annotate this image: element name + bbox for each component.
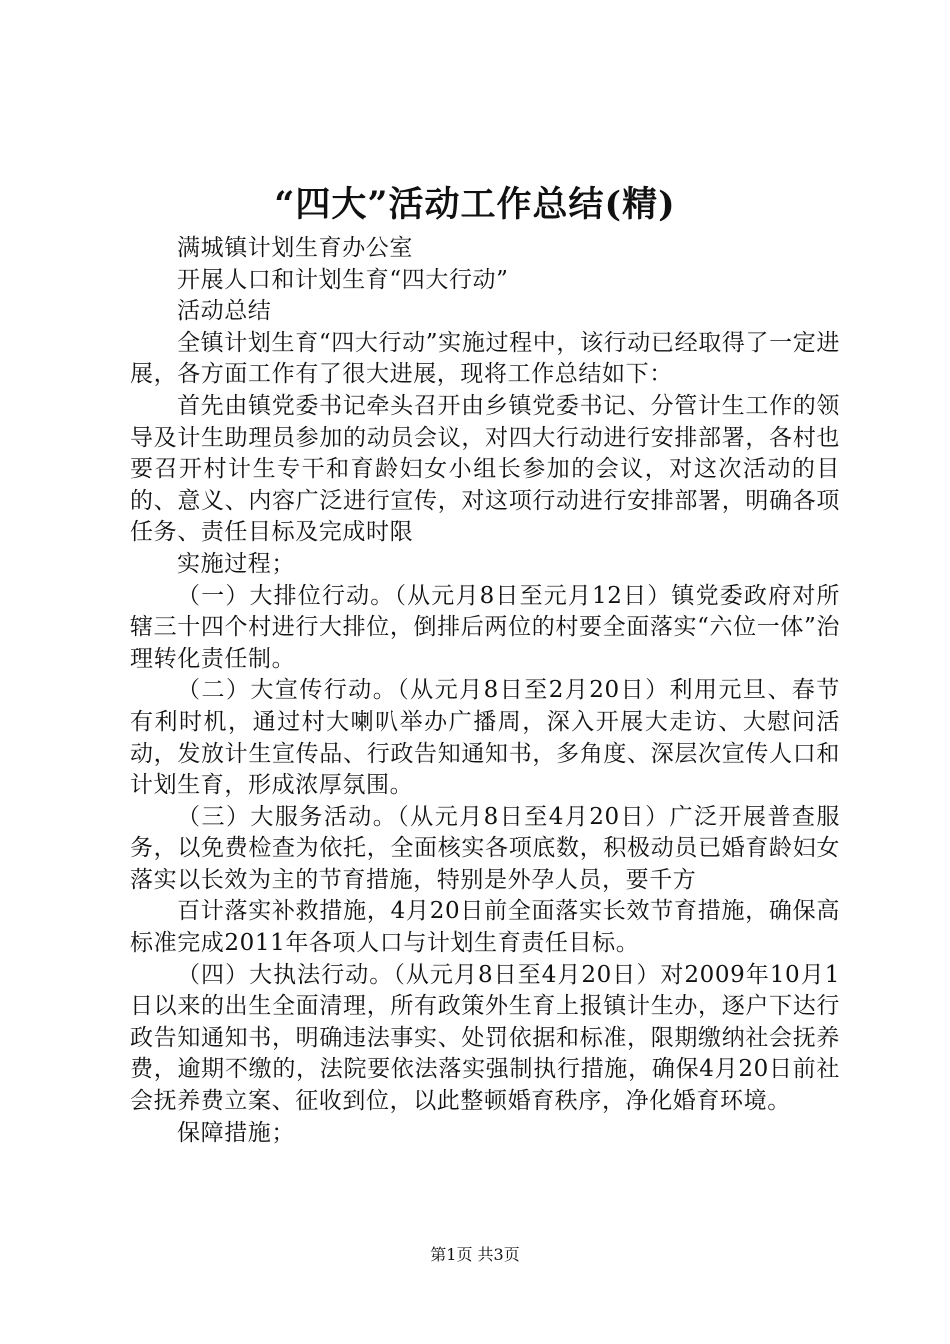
paragraph-office: 满城镇计划生育办公室 [177, 235, 413, 261]
paragraph-safeguards-heading: 保障措施； [177, 1119, 295, 1146]
paragraph-subtitle: 开展人口和计划生育“四大行动” [177, 266, 509, 293]
paragraph-process-heading: 实施过程； [177, 550, 295, 577]
paragraph-action-enforcement: （四）大执法行动。（从元月8日至4月20日）对2009年10月1日以来的出生全面清理，所有政策外生育上报镇计生办，逐户下达行政告知通知书，明确违法事实、处罚依据和标准，限期缴纳社会抚养费，逾期不缴的，法院要依法落实强制执行措施，确保4月20日前社会抚养费立案、征收到位，以此整顿婚育秩序，净化婚育环境。 [130, 961, 840, 1115]
paragraph-action-publicity: （二）大宣传行动。（从元月8日至2月20日）利用元旦、春节有利时机，通过村大喇叭举办广播周，深入开展大走访、大慰问活动，发放计生宣传品、行政告知通知书，多角度、深层次宣传人口和计划生育，形成浓厚氛围。 [130, 677, 840, 799]
paragraph-summary-label: 活动总结 [177, 298, 272, 325]
paragraph-intro: 全镇计划生育“四大行动”实施过程中，该行动已经取得了一定进展，各方面工作有了很大进展，现将工作总结如下： [130, 329, 840, 388]
document-body [130, 233, 840, 1149]
paragraph-action-service-cont: 百计落实补救措施，4月20日前全面落实长效节育措施，确保高标准完成2011年各项人口与计划生育责任目标。 [130, 898, 840, 957]
paragraph-mobilization: 首先由镇党委书记牵头召开由乡镇党委书记、分管计生工作的领导及计生助理员参加的动员会议，对四大行动进行安排部署，各村也要召开村计生专干和育龄妇女小组长参加的会议，对这次活动的目的、意义、内容广泛进行宣传，对这项行动进行安排部署，明确各项任务、责任目标及完成时限 [130, 392, 840, 546]
paragraph-action-ranking: （一）大排位行动。（从元月8日至元月12日）镇党委政府对所辖三十四个村进行大排位，倒排后两位的村要全面落实“六位一体”治理转化责任制。 [130, 582, 840, 672]
paragraph-action-service: （三）大服务活动。（从元月8日至4月20日）广泛开展普查服务，以免费检查为依托，全面核实各项底数，积极动员已婚育龄妇女落实以长效为主的节育措施，特别是外孕人员，要千方 [130, 803, 840, 893]
page-number-footer: 第1页 共3页 [430, 1245, 520, 1264]
document-title: “四大”活动工作总结(精) [274, 184, 676, 225]
